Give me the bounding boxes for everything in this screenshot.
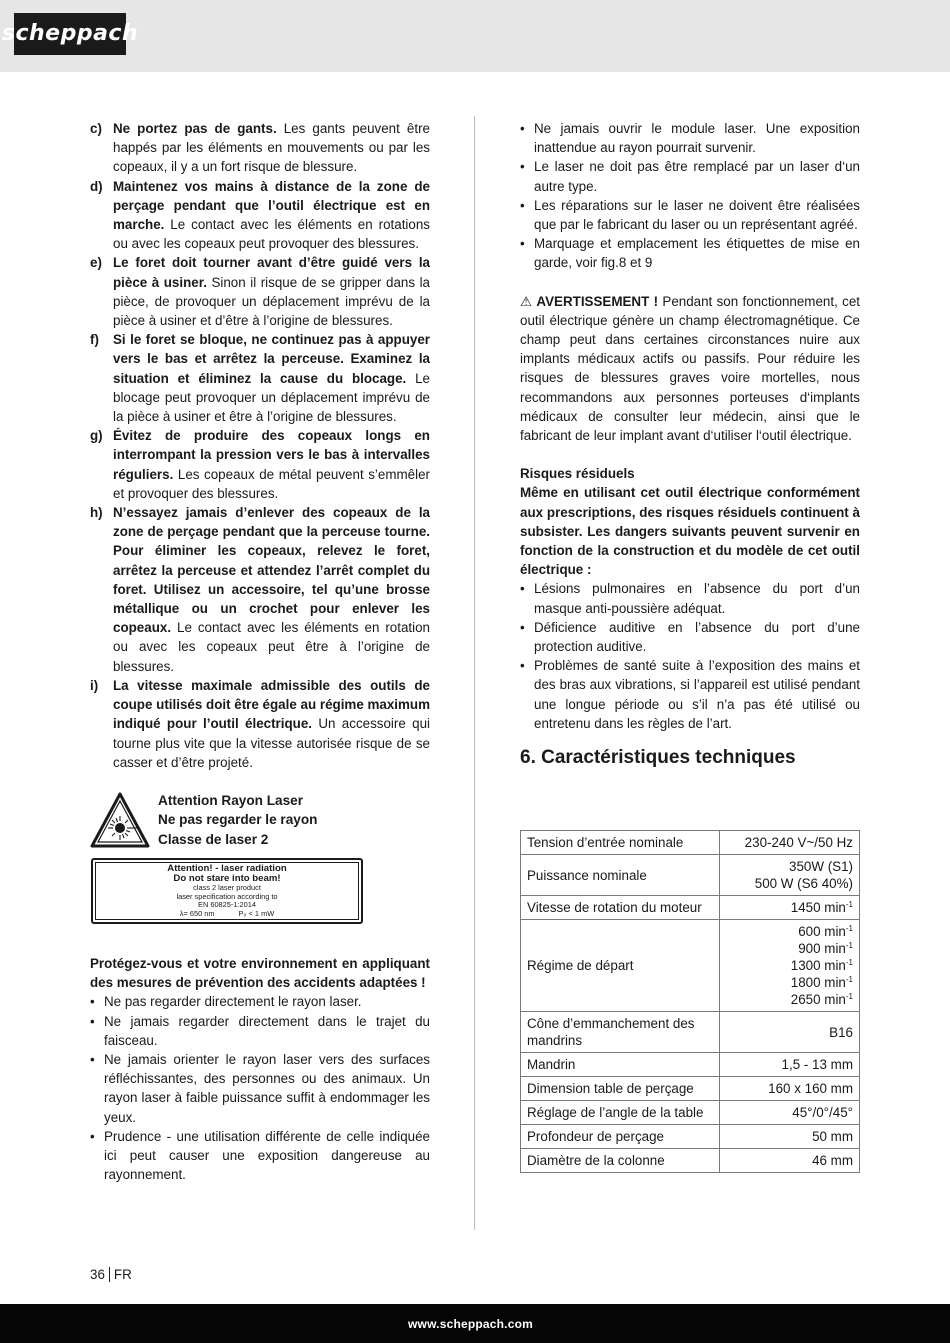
spec-value-line	[726, 974, 853, 991]
spec-name: Tension d’entrée nominale	[521, 831, 720, 855]
instruction-body: Le blocage peut provoquer un déplacement imprévu de la pièce à usiner et être à l’origine de blessures.	[113, 370, 430, 425]
list-item-text: Ne jamais ouvrir le module laser. Une exposition inattendue au rayon pourrait survenir.	[534, 121, 860, 156]
spec-value-line	[726, 940, 853, 957]
instruction-item	[90, 177, 430, 254]
spec-value-line	[726, 957, 853, 974]
left-column	[90, 119, 430, 1184]
list-item-text: Ne pas regarder directement le rayon laser.	[104, 994, 362, 1010]
instruction-label: i)	[90, 677, 99, 693]
section-title: 6. Caractéristiques techniques	[520, 747, 796, 769]
instruction-item	[90, 330, 430, 426]
list-item-text: Ne jamais regarder directement dans le trajet du faisceau.	[104, 1013, 430, 1048]
brand-logo: scheppach	[14, 13, 126, 55]
spec-name: Vitesse de rotation du moteur	[521, 896, 720, 920]
spec-value	[720, 831, 860, 855]
laser-line-2: Ne pas regarder le rayon	[158, 812, 318, 828]
list-item	[90, 992, 430, 1011]
laser-warning-text	[158, 791, 317, 849]
laser-hazard-icon	[90, 792, 150, 848]
instruction-item	[90, 119, 430, 177]
spec-unit-exponent: -1	[845, 924, 853, 933]
spec-value-text: 45°/0°/45°	[792, 1105, 853, 1120]
instruction-bold: Le foret doit tourner avant d’être guidé vers la pièce à usiner.	[113, 255, 430, 290]
table-row	[521, 1125, 860, 1149]
list-item	[520, 157, 860, 195]
instruction-text	[113, 330, 430, 426]
safety-instructions-list	[90, 119, 430, 772]
instruction-bold: Si le foret se bloque, ne continuez pas à appuyer vers le bas et arrêtez la perceuse. Examinez la situation et éliminez la cause du blocage.	[113, 332, 430, 386]
spec-value	[720, 920, 860, 1012]
instruction-body: Les copeaux de métal peuvent s’emmêler et provoquer des blessures.	[113, 466, 430, 501]
protection-bullet-list	[90, 992, 430, 1184]
spec-value-text: 230-240 V~/50 Hz	[744, 835, 853, 850]
residual-risks-list	[520, 579, 860, 733]
spec-value-line	[726, 991, 853, 1008]
table-row	[521, 1149, 860, 1173]
header-bar	[0, 0, 950, 72]
list-item	[90, 1012, 430, 1050]
list-item-text: Marquage et emplacement les étiquettes de mise en garde, voir fig.8 et 9	[534, 236, 860, 271]
instruction-label: e)	[90, 255, 102, 271]
instruction-bold: Ne portez pas de gants.	[113, 121, 277, 136]
instruction-label: c)	[90, 121, 102, 136]
laser-label-heading-2: Do not stare into beam!	[173, 872, 281, 884]
spec-value-text: 900 min	[798, 941, 846, 956]
footer-separator	[109, 1267, 110, 1282]
laser-label-heading-1: Attention! - laser radiation	[167, 862, 287, 874]
spec-value-line	[726, 834, 853, 851]
laser-line-3: Classe de laser 2	[158, 831, 269, 847]
list-item-text: Prudence - une utilisation différente de celle indiquée ici peut causer une exposition dangereuse au rayonnement.	[104, 1128, 430, 1183]
spec-name: Cône d’emmanchement des mandrins	[521, 1012, 720, 1053]
spec-value-line	[726, 1024, 853, 1041]
spec-value-line	[726, 899, 853, 916]
column-divider	[474, 116, 475, 1230]
list-item	[520, 234, 860, 272]
residual-risks-title: Risques résiduels	[520, 466, 635, 482]
spec-value-text: 160 x 160 mm	[768, 1081, 853, 1096]
instruction-item	[90, 676, 430, 772]
spec-value	[720, 1053, 860, 1077]
spec-value-text: 500 W (S6 40%)	[754, 876, 853, 891]
spec-value	[720, 1101, 860, 1125]
list-item-text: Ne jamais orienter le rayon laser vers des surfaces réfléchissantes, des personnes ou des animaux. Un rayon laser à faible puissance suffit à endommager les yeux.	[104, 1051, 430, 1125]
table-row	[521, 1101, 860, 1125]
bullet-icon: •	[520, 619, 525, 635]
instruction-label: h)	[90, 505, 103, 521]
instruction-text	[113, 426, 430, 503]
spec-unit-exponent: -1	[845, 900, 853, 909]
spec-value-text: 46 mm	[812, 1153, 853, 1168]
page-footer	[90, 1265, 132, 1284]
warning-label: ⚠ AVERTISSEMENT !	[520, 293, 659, 309]
website-link[interactable]: www.scheppach.com	[408, 1317, 533, 1331]
spec-name: Diamètre de la colonne	[521, 1149, 720, 1173]
list-item	[520, 579, 860, 617]
spec-value-line	[726, 875, 853, 892]
spec-value-text: 600 min	[798, 924, 846, 939]
instruction-body: Sinon il risque de se gripper dans la pièce, de provoquer un déplacement imprévu de la pièce à usiner et d’être à l’origine de blessures.	[113, 274, 430, 329]
list-item-text: Les réparations sur le laser ne doivent être réalisées que par le fabricant du laser ou un représentant agréé.	[534, 197, 860, 233]
bullet-icon: •	[90, 1128, 95, 1144]
list-item	[520, 656, 860, 733]
laser-label-power: P₀ < 1 mW	[238, 908, 275, 918]
residual-risks-intro: Même en utilisant cet outil électrique conformément aux prescriptions, des risques résiduels continuent à subsister. Les dangers suivants peuvent survenir en fonction de la construction et du modèle de cet outil électrique :	[520, 485, 860, 578]
list-item-text: Déficience auditive en l’absence du port d’une protection auditive.	[534, 619, 860, 655]
table-row	[521, 831, 860, 855]
spec-name: Profondeur de perçage	[521, 1125, 720, 1149]
instruction-text	[113, 676, 430, 772]
spec-name: Dimension table de perçage	[521, 1077, 720, 1101]
instruction-bold: N’essayez jamais d’enlever des copeaux de la zone de perçage pendant que la perceuse tourne. Pour éliminer les copeaux, relevez le foret, arrêtez la perceuse et attendez l’arrêt complet du foret. Utilisez un accessoire, tel qu’une brosse métallique ou un crochet pour enlever les copeaux.	[113, 505, 430, 636]
instruction-label: f)	[90, 332, 99, 348]
right-column	[520, 119, 860, 769]
spec-value-line	[726, 923, 853, 940]
bullet-icon: •	[520, 121, 525, 136]
bullet-icon: •	[520, 581, 525, 597]
footer-bar	[0, 1304, 950, 1343]
table-row	[521, 1012, 860, 1053]
spec-value	[720, 1149, 860, 1173]
laser-warning-block	[90, 792, 430, 932]
list-item	[90, 1127, 430, 1185]
list-item	[520, 196, 860, 234]
bullet-icon: •	[520, 236, 525, 252]
bullet-icon: •	[90, 994, 95, 1010]
instruction-body: Les gants peuvent être happés par les éléments en mouvements ou par les copeaux, il y a un fort risque de blessure.	[113, 121, 430, 175]
language-code: FR	[113, 1267, 132, 1282]
bullet-icon: •	[520, 197, 525, 213]
table-row	[521, 1077, 860, 1101]
instruction-body: Un accessoire qui tourne plus vite que la vitesse autorisée risque de se casser et d’être projeté.	[113, 716, 431, 770]
laser-label-wavelength: λ= 650 nm	[179, 908, 215, 918]
spec-name: Puissance nominale	[521, 855, 720, 896]
specifications-table	[520, 830, 860, 1173]
table-row	[521, 1053, 860, 1077]
instruction-bold: Maintenez vos mains à distance de la zone de perçage pendant que l’outil électrique est en marche.	[113, 178, 430, 233]
laser-label-line-2: laser specification according to	[176, 891, 278, 901]
bullet-icon: •	[90, 1051, 95, 1067]
table-row	[521, 855, 860, 896]
spec-unit-exponent: -1	[845, 958, 853, 967]
spec-value-line	[726, 1152, 853, 1169]
spec-value-text: B16	[829, 1024, 853, 1040]
spec-value-line	[726, 1104, 853, 1121]
spec-value-text: 1800 min	[790, 975, 846, 990]
list-item	[520, 119, 860, 157]
instruction-text	[113, 253, 430, 330]
instruction-bold: Évitez de produire des copeaux longs en interrompant la pression vers le bas à intervalles réguliers.	[113, 428, 430, 482]
list-item	[520, 618, 860, 656]
spec-value-text: 2650 min	[790, 992, 846, 1007]
instruction-item	[90, 426, 430, 503]
spec-value-text: 350W (S1)	[789, 859, 853, 874]
table-row	[521, 920, 860, 1012]
instruction-text	[113, 503, 430, 676]
spec-name: Réglage de l’angle de la table	[521, 1101, 720, 1125]
spec-unit-exponent: -1	[845, 975, 853, 984]
instruction-bold: La vitesse maximale admissible des outils de coupe utilisés doit être égale au régime maximum indiqué pour l’outil électrique.	[113, 677, 431, 732]
instruction-body: Le contact avec les éléments en rotation ou avec les copeaux peut être à l’origine de blessures.	[113, 620, 430, 674]
instruction-body: Le contact avec les éléments en rotations ou avec les copeaux peut provoquer des blessures.	[113, 217, 430, 252]
laser-label-line-3: EN 60825-1:2014	[198, 900, 256, 910]
spec-value	[720, 1077, 860, 1101]
spec-value-line	[726, 1128, 853, 1145]
spec-unit-exponent: -1	[845, 941, 853, 950]
protection-heading: Protégez-vous et votre environnement en appliquant des mesures de prévention des accidents adaptées !	[90, 955, 430, 991]
instruction-text	[113, 119, 430, 177]
list-item	[90, 1050, 430, 1127]
spec-value-text: 50 mm	[812, 1129, 853, 1144]
laser-label-line-1: class 2 laser product	[193, 882, 261, 892]
list-item-text: Le laser ne doit pas être remplacé par un laser d‘un autre type.	[534, 159, 860, 194]
laser-product-label	[91, 858, 363, 924]
bullet-icon: •	[520, 159, 525, 175]
instruction-item	[90, 253, 430, 330]
instruction-label: g)	[90, 428, 103, 444]
spec-value	[720, 1125, 860, 1149]
spec-value-line	[726, 1056, 853, 1073]
spec-value-text: 1,5 - 13 mm	[781, 1057, 853, 1072]
list-item-text: Problèmes de santé suite à l’exposition des mains et des bras aux vibrations, si l’appareil est utilisé pendant une longue période ou s’il n’a pas été utilisé ou entretenu dans les règles de l’art.	[534, 658, 860, 731]
page-number: 36	[90, 1267, 105, 1282]
spec-name: Mandrin	[521, 1053, 720, 1077]
warning-text: Pendant son fonctionnement, cet outil électrique génère un champ électromagnétique. Ce champ peut dans certaines circonstances nuire aux implants médicaux actifs ou passifs. Pour réduire les risques de blessures graves voire mortelles, nous recommandons aux personnes porteuses d‘implants médicaux de consulter leur médecin, ainsi que le fabricant de leur implant avant d‘utiliser l‘outil électrique.	[520, 293, 860, 444]
instruction-label: d)	[90, 178, 103, 194]
spec-value-line	[726, 1080, 853, 1097]
laser-bullet-list	[520, 119, 860, 273]
bullet-icon: •	[90, 1013, 95, 1029]
spec-value	[720, 855, 860, 896]
spec-value	[720, 896, 860, 920]
instruction-text	[113, 177, 430, 254]
list-item-text: Lésions pulmonaires en l’absence du port d’un masque anti-poussière adéquat.	[534, 581, 860, 616]
spec-value-text: 1450 min	[790, 900, 846, 915]
warning-paragraph	[520, 292, 860, 446]
instruction-item	[90, 503, 430, 676]
spec-name: Régime de départ	[521, 920, 720, 1012]
spec-value-line	[726, 858, 853, 875]
spec-unit-exponent: -1	[845, 992, 853, 1001]
spec-value-text: 1300 min	[790, 958, 846, 973]
bullet-icon: •	[520, 658, 525, 674]
spec-value	[720, 1012, 860, 1053]
laser-line-1: Attention Rayon Laser	[158, 792, 304, 808]
table-row	[521, 896, 860, 920]
